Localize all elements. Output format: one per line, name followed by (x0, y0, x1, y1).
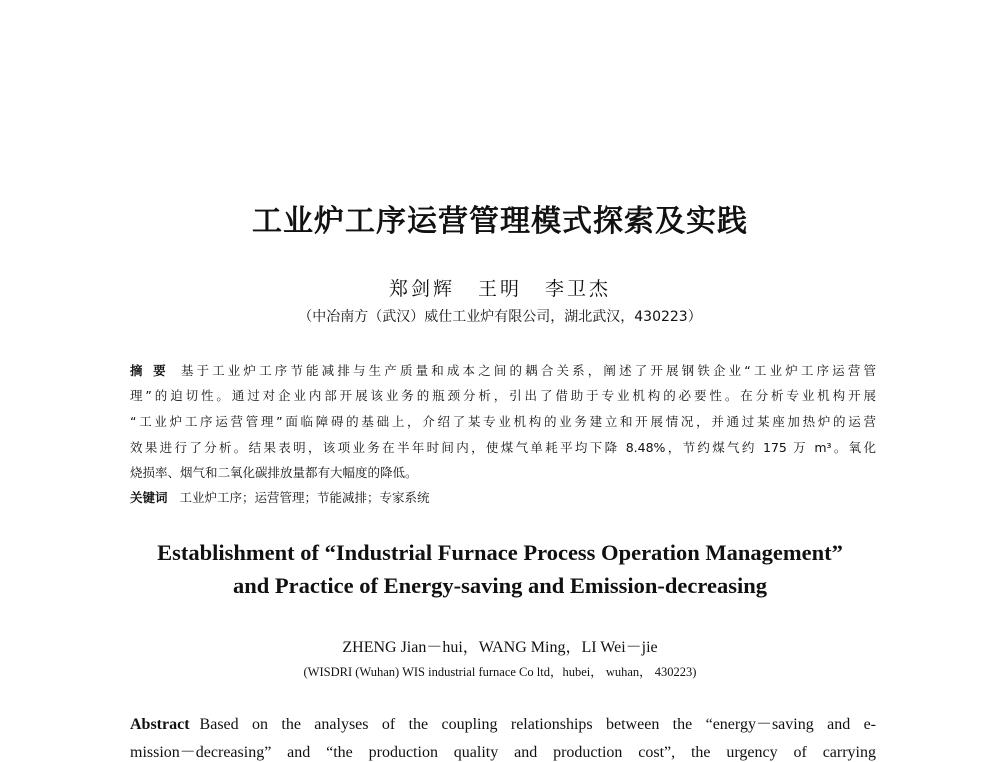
keywords-text: 工业炉工序；运营管理；节能减排；专家系统 (179, 490, 430, 505)
english-abstract-line (130, 711, 876, 734)
abstract-label: 摘 要 (130, 363, 169, 378)
english-abstract-line: mission－decreasing” and “the production quality and production cost”, the urgency of carrying (130, 744, 876, 761)
english-title-line-1: Establishment of “Industrial Furnace Process Operation Management” (157, 540, 843, 565)
keywords-label: 关键词 (130, 490, 168, 505)
chinese-abstract-line: 烧损率、烟气和二氧化碳排放量都有大幅度的降低。 (130, 465, 418, 480)
chinese-authors: 郑剑辉 王明 李卫杰 (388, 278, 612, 300)
english-affiliation: (WISDRI (Wuhan) WIS industrial furnace Co ltd，hubei， wuhan， 430223) (303, 665, 697, 679)
chinese-abstract-line: 效果进行了分析。结果表明，该项业务在半年时间内，使煤气单耗平均下降 8.48%，节约煤气约 175 万 m³。氧化 (130, 440, 876, 455)
english-authors: ZHENG Jian－hui，WANG Ming，LI Wei－jie (342, 639, 658, 656)
chinese-keywords (130, 488, 876, 506)
chinese-affiliation: （中冶南方（武汉）威仕工业炉有限公司，湖北武汉，430223） (298, 309, 702, 325)
abstract-text: 基于工业炉工序节能减排与生产质量和成本之间的耦合关系，阐述了开展钢铁企业“工业炉工序运营管 (180, 363, 876, 378)
chinese-title: 工业炉工序运营管理模式探索及实践 (252, 204, 748, 239)
english-abstract-text: Based on the analyses of the coupling relationships between the “energy－saving and e- (199, 716, 876, 733)
chinese-abstract-line (130, 361, 876, 379)
chinese-abstract-line: “工业炉工序运营管理”面临障碍的基础上，介绍了某专业机构的业务建立和开展情况，并通过某座加热炉的运营 (130, 414, 876, 429)
chinese-abstract-line: 理”的迫切性。通过对企业内部开展该业务的瓶颈分析，引出了借助于专业机构的必要性。在分析专业机构开展 (130, 388, 876, 403)
english-title-line-2: and Practice of Energy-saving and Emission-decreasing (233, 573, 767, 598)
english-abstract-label: Abstract (130, 716, 190, 733)
